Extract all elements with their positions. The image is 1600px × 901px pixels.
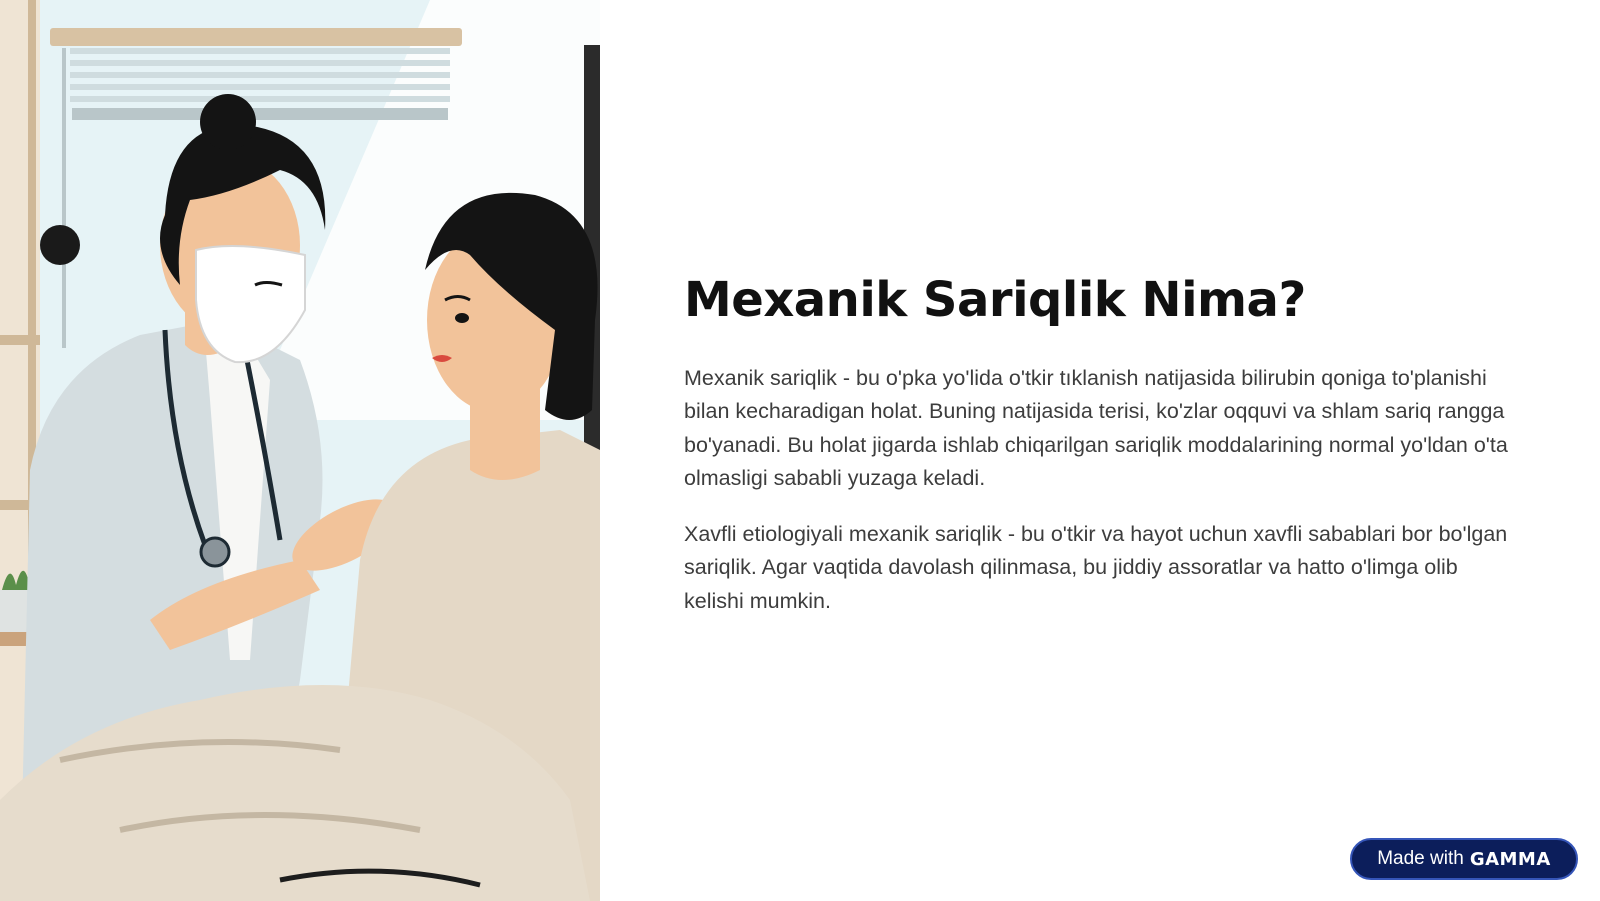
slide-title: Mexanik Sariqlik Nima? (684, 272, 1306, 328)
badge-prefix: Made with (1377, 848, 1464, 869)
gamma-logo-text: GAMMA (1469, 848, 1551, 870)
body-paragraph-danger: Xavfli etiologiyali mexanik sariqlik - bu o'tkir va hayot uchun xavfli sabablari bor bo'lgan sariqlik. Agar vaqtida davolash qilinmasa, bu jiddiy assoratlar va hatto o'limga olib kelishi mumkin. (684, 521, 1508, 613)
illustration-doctor-patient (0, 0, 600, 901)
made-with-gamma-badge[interactable] (1350, 838, 1578, 880)
body-paragraph-definition: Mexanik sariqlik - bu o'pka yo'lida o'tkir tıklanish natijasida bilirubin qoniga to'planishi bilan kecharadigan holat. Buning natijasida terisi, ko'zlar oqquvi va shlam sariq rangga bo'yanadi. Bu holat jigarda ishlab chiqarilgan sariqlik moddalarining normal yo'ldan o'ta olmasligi sababli yuzaga keladi. (684, 365, 1508, 491)
slide-content (684, 272, 1514, 618)
